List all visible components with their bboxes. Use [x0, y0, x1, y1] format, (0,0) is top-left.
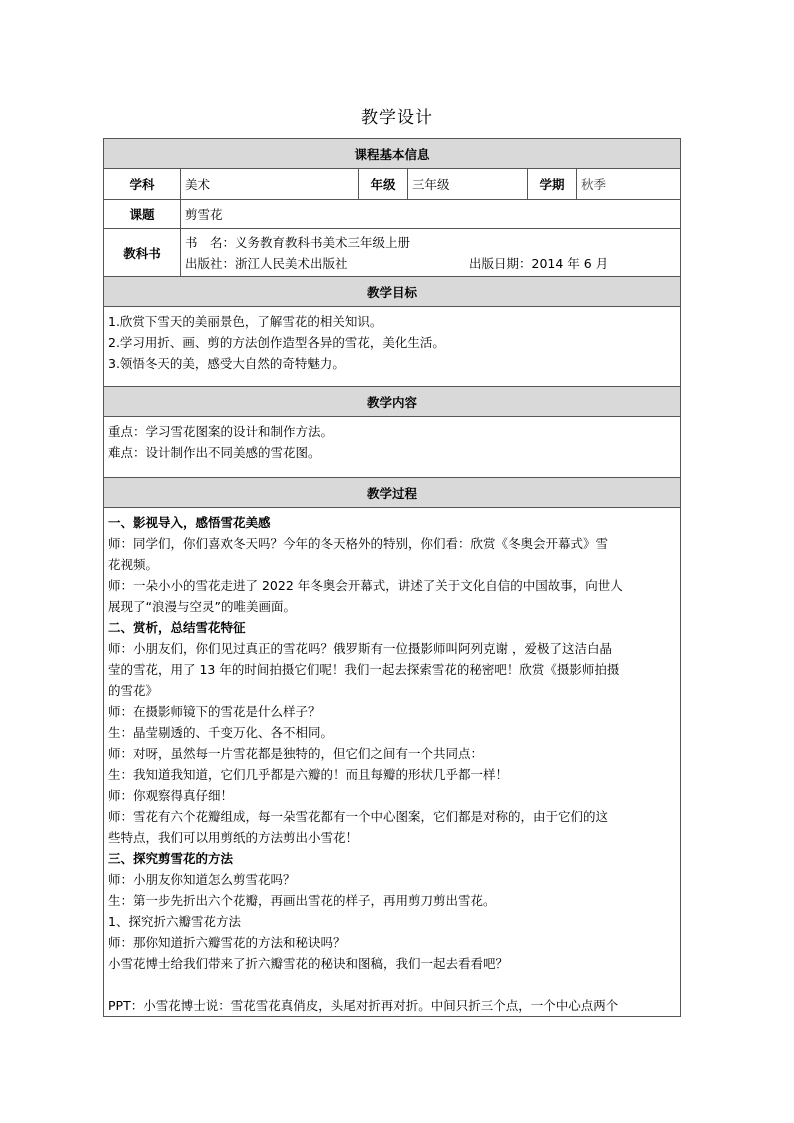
process-line: 师：对呀，虽然每一片雪花都是独特的，但它们之间有一个共同点： — [108, 746, 484, 761]
book-name-label: 书 名： — [185, 234, 236, 250]
process-line: 师：小朋友你知道怎么剪雪花吗？ — [108, 872, 296, 887]
goal-item: 1.欣赏下雪天的美丽景色，了解雪花的相关知识。 — [108, 314, 383, 329]
publisher-label: 出版社： — [185, 255, 236, 271]
textbook-info — [181, 229, 681, 277]
process-line: 小雪花博士给我们带来了折六瓣雪花的秘诀和图稿，我们一起去看看吧？ — [108, 956, 509, 971]
process-line: 师：在摄影师镜下的雪花是什么样子？ — [108, 704, 321, 719]
section-header-goals: 教学目标 — [104, 277, 681, 307]
term-label: 学期 — [528, 169, 577, 200]
pubdate-label: 出版日期： — [469, 255, 532, 271]
section-header-content: 教学内容 — [104, 387, 681, 417]
process-section-heading: 二、赏析，总结雪花特征 — [108, 620, 246, 635]
process-line: 展现了“浪漫与空灵”的唯美画面。 — [108, 599, 296, 614]
process-line: 生：晶莹剔透的、千变万化、各不相同。 — [108, 725, 334, 740]
process-line: 师：你观察得真仔细！ — [108, 788, 234, 803]
goal-item: 2.学习用折、画、剪的方法创作造型各异的雪花，美化生活。 — [108, 335, 445, 350]
process-line: 生：第一步先折出六个花瓣，再画出雪花的样子，再用剪刀剪出雪花。 — [108, 893, 496, 908]
content-cell — [104, 417, 681, 478]
process-line: 师：小朋友们，你们见过真正的雪花吗？俄罗斯有一位摄影师叫阿列克谢 ，爱极了这洁白晶 — [108, 641, 612, 656]
process-line: 1、探究折六瓣雪花方法 — [108, 914, 241, 929]
topic-label: 课题 — [104, 200, 181, 229]
subject-value: 美术 — [181, 169, 359, 200]
process-cell — [104, 508, 681, 1017]
section-header-basic-info: 课程基本信息 — [104, 139, 681, 169]
process-line: 莹的雪花，用了 13 年的时间拍摄它们呢！我们一起去探索雪花的秘密吧！欣赏《摄影师拍摄 — [108, 662, 620, 677]
process-line: 师：一朵小小的雪花走进了 2022 年冬奥会开幕式，讲述了关于文化自信的中国故事，向世人 — [108, 578, 623, 593]
goal-item: 3.领悟冬天的美，感受大自然的奇特魅力。 — [108, 356, 345, 371]
process-section-heading: 一、影视导入，感悟雪花美感 — [108, 515, 271, 530]
process-line: 师：那你知道折六瓣雪花的方法和秘诀吗？ — [108, 935, 346, 950]
process-line: 花视频。 — [108, 557, 159, 572]
goals-cell — [104, 307, 681, 387]
document-title: 教学设计 — [361, 108, 433, 128]
topic-value: 剪雪花 — [181, 200, 681, 229]
key-point: 重点：学习雪花图案的设计和制作方法。 — [108, 424, 334, 439]
process-line: 师：雪花有六个花瓣组成，每一朵雪花都有一个中心图案，它们都是对称的，由于它们的这 — [108, 809, 609, 824]
lesson-plan-table — [103, 138, 681, 1017]
textbook-label: 教科书 — [104, 229, 181, 277]
grade-label: 年级 — [359, 169, 408, 200]
publisher-line — [185, 253, 676, 274]
process-line: 些特点，我们可以用剪纸的方法剪出小雪花！ — [108, 830, 359, 845]
grade-value: 三年级 — [408, 169, 528, 200]
process-line: 的雪花》 — [108, 683, 159, 698]
process-line: 师：同学们，你们喜欢冬天吗？今年的冬天格外的特别，你们看：欣赏《冬奥会开幕式》雪 — [108, 536, 609, 551]
book-name: 义务教育教科书美术三年级上册 — [235, 234, 411, 250]
process-line: PPT：小雪花博士说：雪花雪花真俏皮，头尾对折再对折。中间只折三个点，一个中心点两个 — [108, 998, 619, 1013]
process-section-heading: 三、探究剪雪花的方法 — [108, 851, 234, 866]
subject-label: 学科 — [104, 169, 181, 200]
difficulty-point: 难点：设计制作出不同美感的雪花图。 — [108, 445, 321, 460]
process-line: 生：我知道我知道，它们几乎都是六瓣的！而且每瓣的形状几乎都一样！ — [108, 767, 509, 782]
section-header-process: 教学过程 — [104, 478, 681, 508]
term-value: 秋季 — [577, 169, 681, 200]
process-line — [108, 974, 676, 995]
book-name-line — [185, 232, 676, 253]
pubdate: 2014 年 6 月 — [531, 255, 609, 271]
publisher: 浙江人民美术出版社 — [235, 255, 348, 271]
process-lines — [108, 512, 676, 1016]
